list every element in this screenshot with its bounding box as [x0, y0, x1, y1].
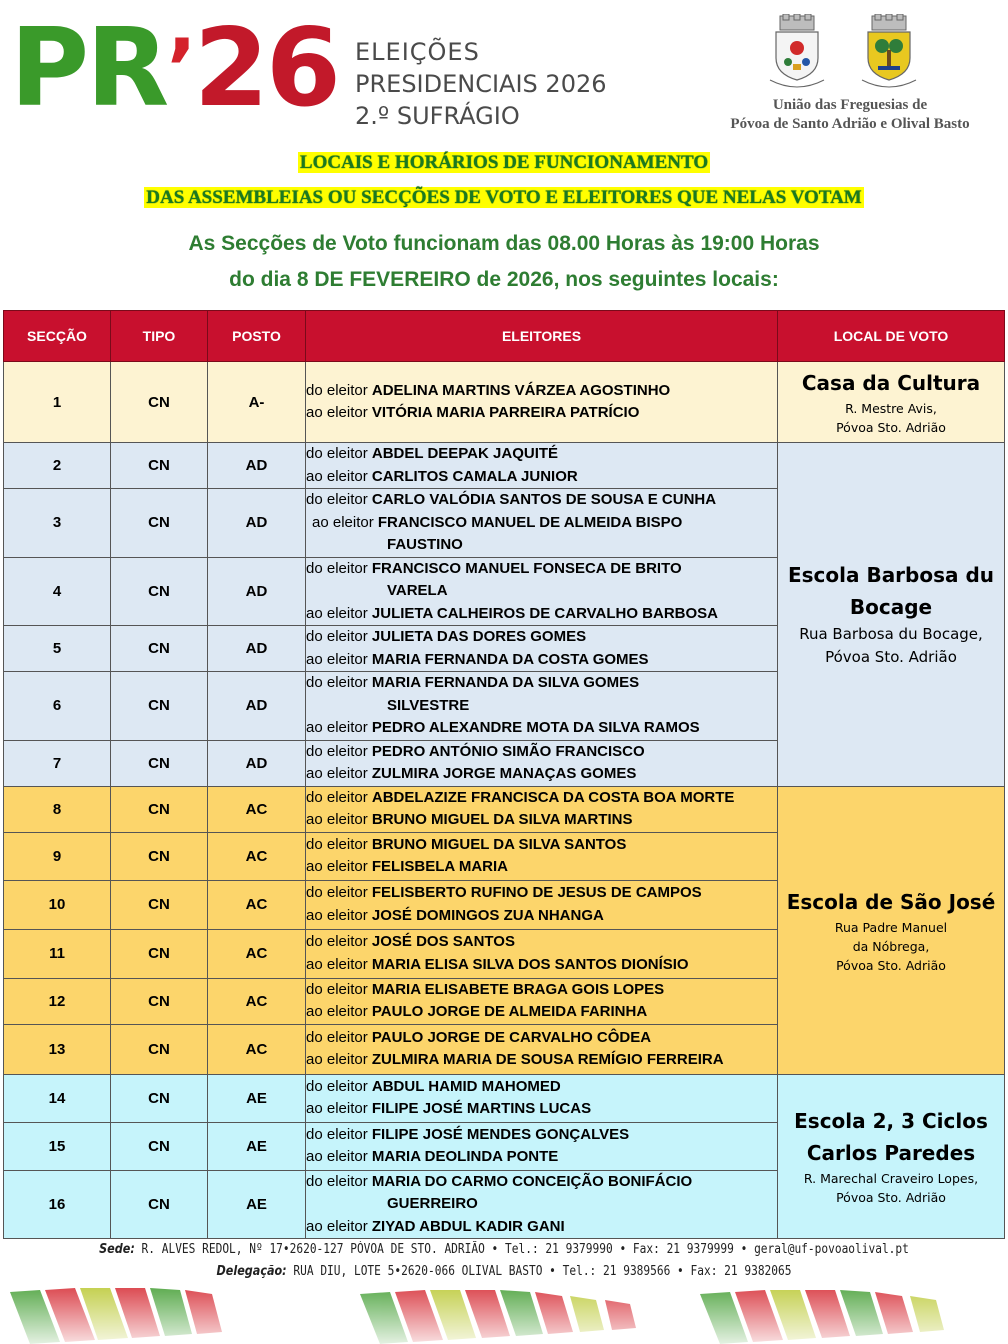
location-name-line-1: Escola 2, 3 Ciclos	[794, 1109, 988, 1134]
section-number: 5	[4, 626, 111, 672]
voter-to: PAULO JORGE DE ALMEIDA FARINHA	[371, 1003, 648, 1020]
section-type: CN	[111, 1024, 208, 1074]
prefix-from: do eleitor	[306, 742, 368, 760]
prefix-to: ao eleitor	[306, 467, 368, 485]
voter-from-continued: VARELA	[387, 582, 448, 599]
voter-from: ABDUL HAMID MAHOMED	[371, 1077, 561, 1095]
location-escola-carlos-paredes	[778, 1074, 1005, 1239]
prefix-from: do eleitor	[306, 835, 368, 853]
location-name-line-2: Bocage	[849, 595, 933, 620]
voter-to: MARIA ELISA SILVA DOS SANTOS DIONÍSIO	[371, 955, 689, 973]
footer-sede	[71, 1242, 938, 1257]
table-row	[4, 362, 1005, 443]
section-type: CN	[111, 740, 208, 786]
page-header	[0, 0, 1008, 150]
section-type: CN	[111, 1170, 208, 1239]
title-line-1-text: LOCAIS E HORÁRIOS DE FUNCIONAMENTO	[299, 152, 709, 173]
voter-from: FRANCISCO MANUEL FONSECA DE BRITO	[371, 559, 682, 577]
voters-range	[306, 362, 778, 443]
voters-range	[306, 443, 778, 489]
section-type: CN	[111, 832, 208, 880]
section-number: 1	[4, 362, 111, 443]
prefix-to: ao eleitor	[306, 1003, 368, 1020]
voter-from: CARLO VALÓDIA SANTOS DE SOUSA E CUNHA	[371, 491, 717, 508]
section-post: A-	[208, 362, 306, 443]
section-number: 3	[4, 489, 111, 558]
section-number: 4	[4, 557, 111, 626]
voters-range	[306, 1074, 778, 1122]
voters-range	[306, 557, 778, 626]
location-name-line-2: Carlos Paredes	[806, 1141, 976, 1166]
section-number: 2	[4, 443, 111, 489]
section-number: 14	[4, 1074, 111, 1122]
voter-to: PEDRO ALEXANDRE MOTA DA SILVA RAMOS	[371, 719, 700, 736]
voter-from: BRUNO MIGUEL DA SILVA SANTOS	[371, 835, 627, 853]
prefix-to: ao eleitor	[306, 404, 368, 421]
location-name: Casa da Cultura	[801, 371, 981, 395]
voter-from-continued: SILVESTRE	[387, 696, 470, 714]
location-address-2: da Nóbrega,	[852, 938, 930, 954]
section-post: AD	[208, 740, 306, 786]
parish-emblems	[760, 14, 940, 94]
section-number: 16	[4, 1170, 111, 1239]
voters-range	[306, 672, 778, 741]
voter-from: PEDRO ANTÓNIO SIMÃO FRANCISCO	[371, 742, 645, 760]
voter-from: MARIA ELISABETE BRAGA GOIS LOPES	[371, 980, 665, 998]
voter-to: VITÓRIA MARIA PARREIRA PATRÍCIO	[371, 404, 640, 421]
location-name: Escola de São José	[786, 889, 996, 914]
voter-to: ZULMIRA MARIA DE SOUSA REMÍGIO FERREIRA	[371, 1051, 724, 1068]
location-address-3: Póvoa Sto. Adrião	[836, 957, 946, 973]
voter-from: JULIETA DAS DORES GOMES	[371, 628, 587, 645]
prefix-from: do eleitor	[306, 628, 368, 645]
voters-range	[306, 786, 778, 832]
section-post: AD	[208, 489, 306, 558]
parish-name	[700, 96, 1000, 134]
voters-range	[306, 1122, 778, 1170]
section-type: CN	[111, 880, 208, 929]
logo-apostrophe: ’	[166, 22, 194, 115]
voter-from: ABDEL DEEPAK JAQUITÉ	[371, 445, 559, 462]
voter-to: JULIETA CALHEIROS DE CARVALHO BARBOSA	[371, 604, 719, 622]
section-type: CN	[111, 489, 208, 558]
header-location: LOCAL DE VOTO	[778, 311, 1005, 362]
logo-pr-text: PR	[10, 6, 167, 131]
section-number: 12	[4, 978, 111, 1024]
prefix-to: ao eleitor	[306, 604, 368, 622]
voters-range	[306, 978, 778, 1024]
prefix-from: do eleitor	[306, 1172, 368, 1190]
header-section: SECÇÃO	[4, 311, 111, 362]
prefix-to: ao eleitor	[306, 811, 368, 828]
pr26-logo	[10, 6, 339, 131]
voter-to: ZIYAD ABDUL KADIR GANI	[371, 1217, 565, 1235]
prefix-from: do eleitor	[306, 1028, 368, 1046]
location-address-2: Póvoa Sto. Adrião	[825, 648, 957, 667]
location-address-2: Póvoa Sto. Adrião	[836, 1190, 946, 1206]
prefix-to: ao eleitor	[306, 1051, 368, 1068]
header-type: TIPO	[111, 311, 208, 362]
prefix-to: ao eleitor	[306, 765, 368, 782]
section-post: AC	[208, 978, 306, 1024]
voters-range	[306, 832, 778, 880]
sede-text: R. ALVES REDOL, Nº 17•2620-127 PÓVOA DE STO. ADRIÃO • Tel.: 21 9379990 • Fax: 21 9379999 • geral@uf-povoaolival.pt	[141, 1242, 909, 1257]
title-line-2	[0, 187, 1008, 209]
table-row	[4, 786, 1005, 832]
voter-to: JOSÉ DOMINGOS ZUA NHANGA	[371, 906, 604, 924]
prefix-from: do eleitor	[306, 980, 368, 998]
location-name-line-1: Escola Barbosa du	[787, 563, 995, 588]
voter-to: FELISBELA MARIA	[371, 858, 508, 875]
prefix-to: ao eleitor	[306, 906, 368, 924]
parish-name-line-1: União das Freguesias de	[772, 97, 928, 113]
section-type: CN	[111, 978, 208, 1024]
section-post: AE	[208, 1074, 306, 1122]
prefix-from: do eleitor	[306, 1125, 368, 1143]
sede-label: Sede:	[99, 1242, 135, 1257]
location-address-1: Rua Padre Manuel	[834, 919, 948, 935]
parish-name-line-2: Póvoa de Santo Adrião e Olival Basto	[730, 116, 970, 132]
section-number: 13	[4, 1024, 111, 1074]
location-address-2: Póvoa Sto. Adrião	[836, 420, 946, 435]
voters-range	[306, 1170, 778, 1239]
voter-from-continued: GUERREIRO	[387, 1195, 478, 1212]
section-number: 15	[4, 1122, 111, 1170]
location-address-1: Rua Barbosa du Bocage,	[799, 625, 983, 644]
prefix-from: do eleitor	[306, 933, 368, 950]
povoa-coat-of-arms-icon	[766, 14, 828, 92]
section-type: CN	[111, 672, 208, 741]
prefix-to: ao eleitor	[312, 513, 374, 531]
logo-number: 26	[193, 6, 339, 131]
section-post: AC	[208, 1024, 306, 1074]
section-number: 11	[4, 929, 111, 978]
section-post: AC	[208, 880, 306, 929]
section-type: CN	[111, 362, 208, 443]
election-line-1: ELEIÇÕES	[355, 38, 480, 66]
location-address-1: R. Mestre Avis,	[845, 401, 937, 416]
section-type: CN	[111, 443, 208, 489]
prefix-to: ao eleitor	[306, 650, 368, 668]
section-type: CN	[111, 626, 208, 672]
voter-from: ADELINA MARTINS VÁRZEA AGOSTINHO	[371, 381, 671, 399]
hours-line-2: do dia 8 DE FEVEREIRO de 2026, nos seguintes locais:	[229, 268, 779, 291]
section-post: AD	[208, 443, 306, 489]
voter-from: ABDELAZIZE FRANCISCA DA COSTA BOA MORTE	[371, 788, 735, 806]
section-number: 10	[4, 880, 111, 929]
prefix-from: do eleitor	[306, 491, 368, 508]
voters-range	[306, 880, 778, 929]
prefix-to: ao eleitor	[306, 1100, 368, 1117]
title-line-1	[0, 152, 1008, 174]
voter-from: JOSÉ DOS SANTOS	[371, 933, 515, 950]
section-post: AE	[208, 1170, 306, 1239]
header-voters: ELEITORES	[306, 311, 778, 362]
section-type: CN	[111, 929, 208, 978]
prefix-to: ao eleitor	[306, 719, 368, 736]
voter-to-continued: FAUSTINO	[387, 536, 463, 553]
table-row	[4, 443, 1005, 489]
prefix-to: ao eleitor	[306, 1217, 368, 1235]
voters-range	[306, 1024, 778, 1074]
section-type: CN	[111, 1074, 208, 1122]
section-post: AD	[208, 557, 306, 626]
olival-basto-coat-of-arms-icon	[858, 14, 920, 92]
decorative-stripes	[0, 1280, 1008, 1344]
voter-to: FRANCISCO MANUEL DE ALMEIDA BISPO	[377, 513, 683, 531]
header-post: POSTO	[208, 311, 306, 362]
prefix-from: do eleitor	[306, 788, 368, 806]
election-line-3: 2.º SUFRÁGIO	[355, 102, 520, 130]
voter-to: MARIA DEOLINDA PONTE	[371, 1148, 559, 1165]
voters-range	[306, 626, 778, 672]
section-type: CN	[111, 786, 208, 832]
voter-from: FILIPE JOSÉ MENDES GONÇALVES	[371, 1125, 630, 1143]
section-post: AD	[208, 672, 306, 741]
section-post: AD	[208, 626, 306, 672]
voter-from: FELISBERTO RUFINO DE JESUS DE CAMPOS	[371, 884, 702, 901]
table-row	[4, 1074, 1005, 1122]
voter-from: PAULO JORGE DE CARVALHO CÔDEA	[371, 1028, 652, 1046]
prefix-to: ao eleitor	[306, 858, 368, 875]
voters-range	[306, 740, 778, 786]
voter-from: MARIA FERNANDA DA SILVA GOMES	[371, 674, 640, 691]
footer-delegacao	[71, 1264, 938, 1279]
title-line-2-text: DAS ASSEMBLEIAS OU SECÇÕES DE VOTO E ELEITORES QUE NELAS VOTAM	[146, 187, 862, 208]
section-post: AC	[208, 832, 306, 880]
prefix-from: do eleitor	[306, 1077, 368, 1095]
section-number: 7	[4, 740, 111, 786]
voters-range	[306, 929, 778, 978]
location-escola-barbosa-du-bocage	[778, 443, 1005, 787]
section-number: 9	[4, 832, 111, 880]
prefix-from: do eleitor	[306, 559, 368, 577]
delegacao-label: Delegação:	[216, 1264, 287, 1279]
voter-to: ZULMIRA JORGE MANAÇAS GOMES	[371, 765, 637, 782]
section-type: CN	[111, 557, 208, 626]
voter-to: CARLITOS CAMALA JUNIOR	[371, 467, 578, 485]
delegacao-text: RUA DIU, LOTE 5•2620-066 OLIVAL BASTO • Tel.: 21 9389566 • Fax: 21 9382065	[293, 1264, 792, 1279]
location-address-1: R. Marechal Craveiro Lopes,	[803, 1171, 979, 1187]
prefix-from: do eleitor	[306, 445, 368, 462]
voters-range	[306, 489, 778, 558]
election-line-2: PRESIDENCIAIS 2026	[355, 70, 607, 98]
prefix-to: ao eleitor	[306, 1148, 368, 1165]
section-number: 8	[4, 786, 111, 832]
prefix-from: do eleitor	[306, 884, 368, 901]
prefix-from: do eleitor	[306, 674, 368, 691]
prefix-to: ao eleitor	[306, 955, 368, 973]
prefix-from: do eleitor	[306, 381, 368, 399]
voter-from: MARIA DO CARMO CONCEIÇÃO BONIFÁCIO	[371, 1172, 693, 1190]
table-header-row	[4, 311, 1005, 362]
location-casa-da-cultura	[778, 362, 1005, 443]
polling-sections-table	[3, 310, 1005, 1239]
location-escola-de-sao-jose	[778, 786, 1005, 1074]
section-type: CN	[111, 1122, 208, 1170]
section-post: AE	[208, 1122, 306, 1170]
voter-to: FILIPE JOSÉ MARTINS LUCAS	[371, 1100, 592, 1117]
voter-to: BRUNO MIGUEL DA SILVA MARTINS	[371, 811, 633, 828]
section-number: 6	[4, 672, 111, 741]
section-post: AC	[208, 786, 306, 832]
election-title	[355, 36, 607, 132]
section-post: AC	[208, 929, 306, 978]
voter-to: MARIA FERNANDA DA COSTA GOMES	[371, 650, 649, 668]
hours-line-1: As Secções de Voto funcionam das 08.00 Horas às 19:00 Horas	[188, 232, 820, 255]
